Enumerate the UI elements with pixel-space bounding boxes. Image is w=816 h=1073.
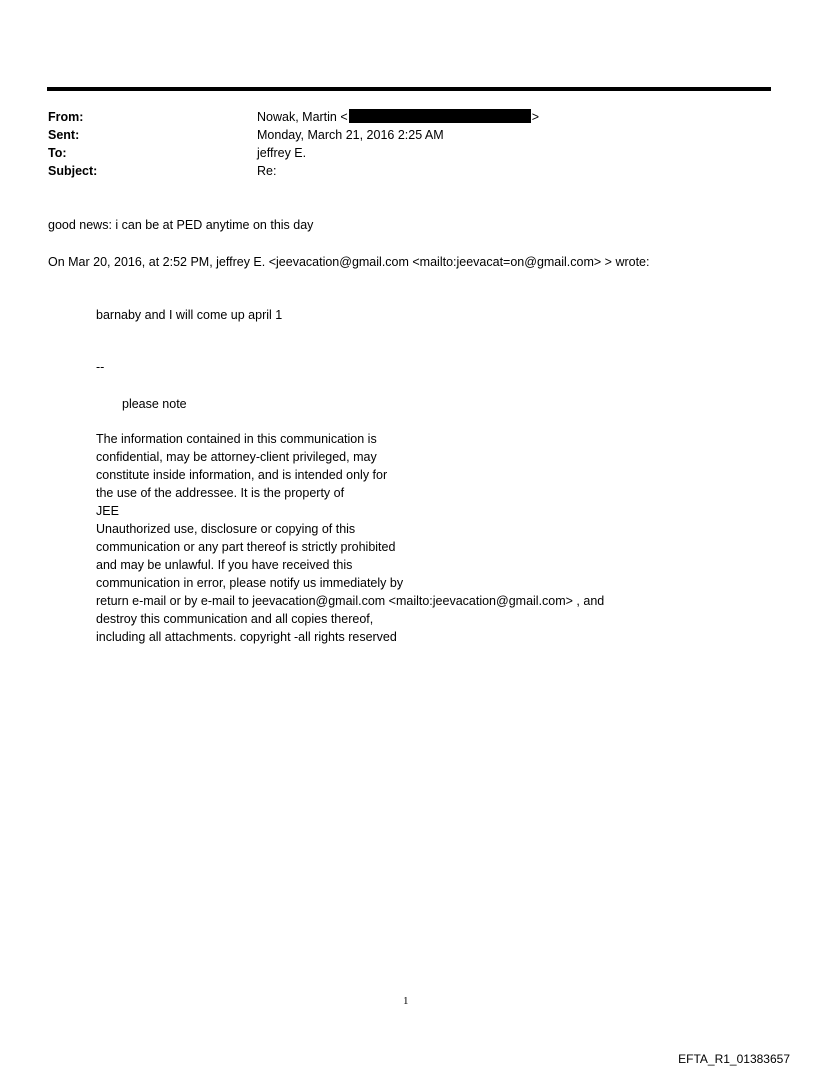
to-label: To: <box>48 146 67 160</box>
from-value <box>257 108 539 126</box>
from-label: From: <box>48 110 84 124</box>
page-number: 1 <box>403 995 409 1007</box>
subject-value: Re: <box>257 164 277 178</box>
disclaimer-line: communication or any part thereof is strictly prohibited <box>96 540 396 554</box>
from-bracket-close: > <box>531 110 539 124</box>
disclaimer-line: The information contained in this communication is <box>96 432 377 446</box>
reply-text: good news: i can be at PED anytime on this day <box>48 218 314 232</box>
from-bracket-open: < <box>340 110 348 124</box>
please-note: please note <box>122 397 187 411</box>
disclaimer-line: and may be unlawful. If you have received this <box>96 558 353 572</box>
disclaimer-line: the use of the addressee. It is the property of <box>96 486 345 500</box>
disclaimer-line: Unauthorized use, disclosure or copying of this <box>96 522 356 536</box>
header-divider <box>47 87 771 91</box>
sent-label: Sent: <box>48 128 80 142</box>
disclaimer-line: including all attachments. copyright -all rights reserved <box>96 630 397 644</box>
sent-value: Monday, March 21, 2016 2:25 AM <box>257 128 444 142</box>
disclaimer-line: confidential, may be attorney-client privileged, may <box>96 450 377 464</box>
document-id: EFTA_R1_01383657 <box>678 1052 790 1066</box>
quote-attribution: On Mar 20, 2016, at 2:52 PM, jeffrey E. <jeevacation@gmail.com <mailto:jeevacat=on@gmail.com> > wrote: <box>48 255 650 269</box>
disclaimer-line: communication in error, please notify us immediately by <box>96 576 404 590</box>
signature-separator: -- <box>96 360 105 374</box>
disclaimer-line: constitute inside information, and is intended only for <box>96 468 388 482</box>
disclaimer-line: return e-mail or by e-mail to jeevacation@gmail.com <mailto:jeevacation@gmail.com> , and <box>96 594 605 608</box>
disclaimer <box>96 430 604 646</box>
from-name: Nowak, Martin <box>257 110 337 124</box>
disclaimer-line: destroy this communication and all copies thereof, <box>96 612 374 626</box>
to-value: jeffrey E. <box>257 146 307 160</box>
redaction-bar <box>349 109 531 123</box>
subject-label: Subject: <box>48 164 98 178</box>
disclaimer-line: JEE <box>96 504 119 518</box>
quoted-message: barnaby and I will come up april 1 <box>96 308 283 322</box>
